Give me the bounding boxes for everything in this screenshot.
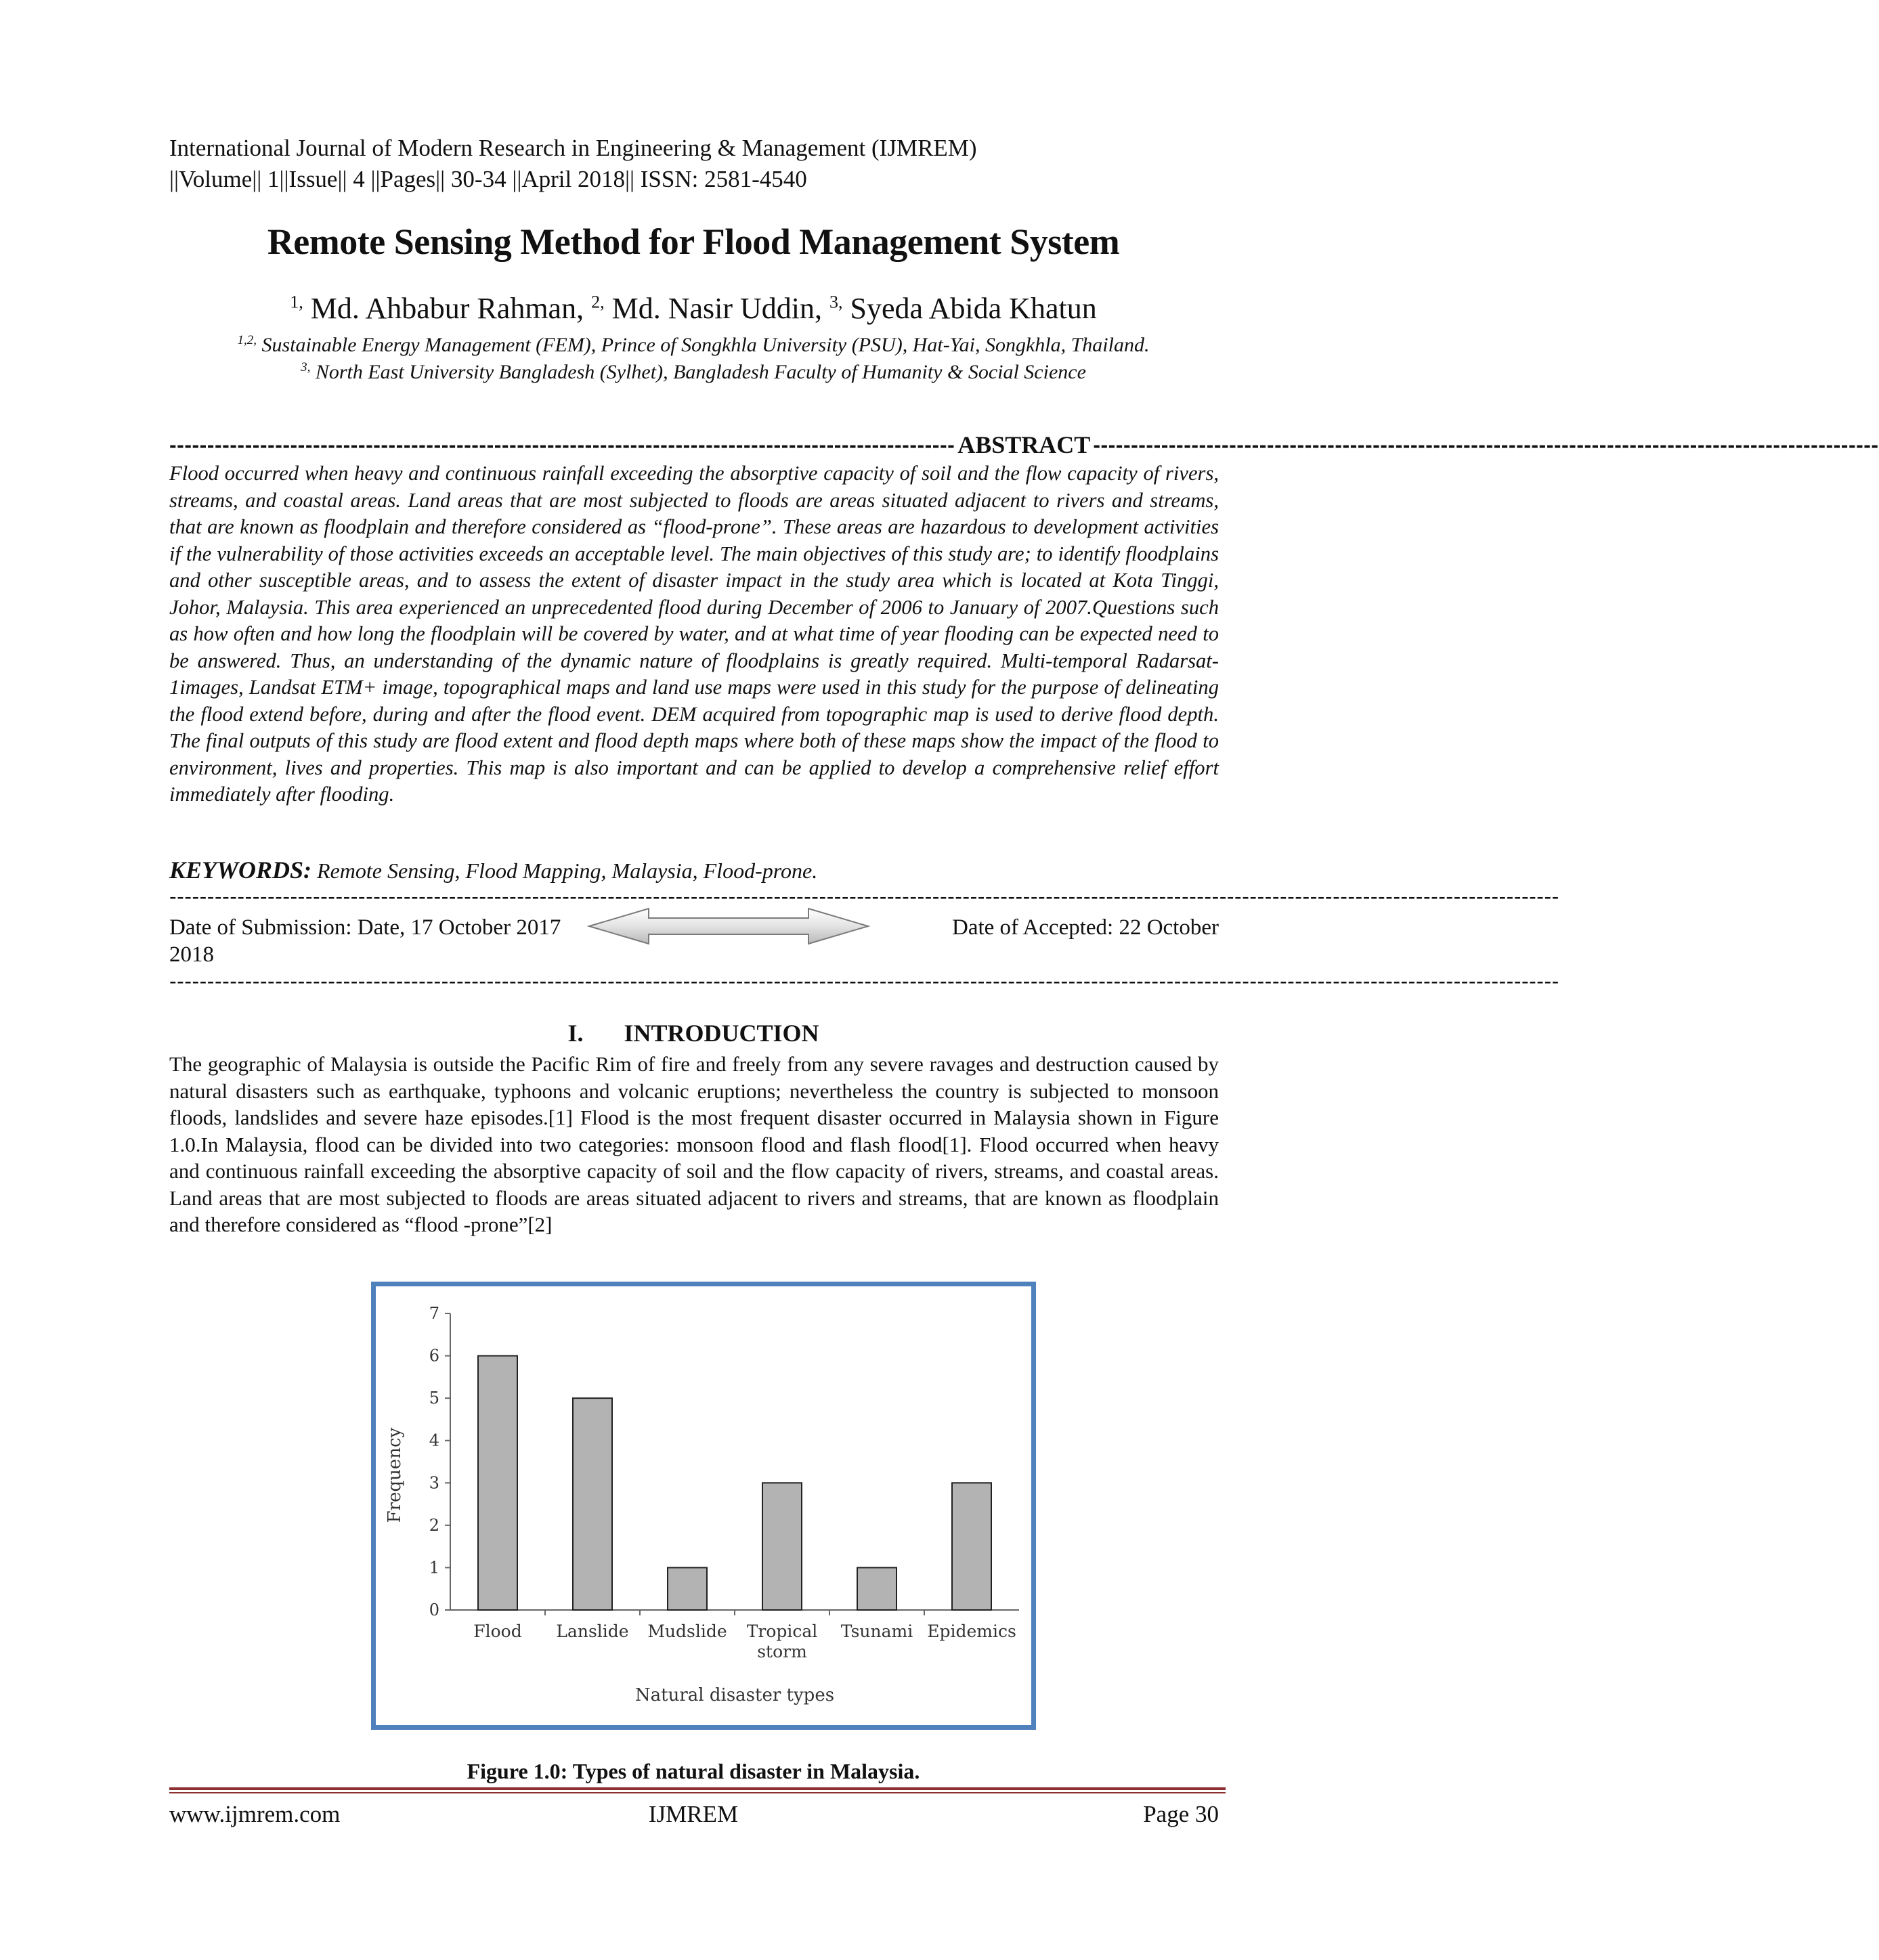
x-tick-label: Epidemics <box>927 1621 1016 1641</box>
footer-rule-thick <box>169 1787 1226 1790</box>
author-1-sup: 1, <box>290 292 303 312</box>
x-tick-label: Mudslide <box>647 1621 727 1641</box>
y-tick-label: 7 <box>429 1304 439 1323</box>
x-tick-label: Tsunami <box>840 1621 913 1641</box>
introduction-heading <box>0 1019 1387 1047</box>
y-tick-label: 4 <box>429 1431 439 1450</box>
y-tick-label: 2 <box>429 1515 439 1535</box>
bar-mudslide <box>668 1567 707 1610</box>
section-title: INTRODUCTION <box>624 1020 819 1047</box>
abstract-heading: ABSTRACT <box>957 431 1091 458</box>
affiliation-1-text: Sustainable Energy Management (FEM), Prince of Songkhla University (PSU), Hat-Yai, Songkhla, Thailand. <box>261 334 1150 356</box>
figure-frame <box>371 1282 1036 1730</box>
footer-journal: IJMREM <box>648 1801 739 1827</box>
y-tick-label: 3 <box>429 1473 439 1493</box>
section-number: I. <box>567 1020 584 1047</box>
bar-flood <box>478 1356 517 1610</box>
journal-header <box>169 133 977 195</box>
affiliation-2-text: North East University Bangladesh (Sylhet), Bangladesh Faculty of Humanity & Social Science <box>315 361 1086 383</box>
paper-title: Remote Sensing Method for Flood Management System <box>267 221 1120 262</box>
affiliation-2 <box>0 360 1387 384</box>
y-tick-label: 0 <box>429 1600 439 1619</box>
author-2-sup: 2, <box>591 292 605 312</box>
affiliation-1 <box>0 333 1387 357</box>
accepted-date: Date of Accepted: 22 October <box>951 915 1219 940</box>
x-tick-label: Lanslide <box>556 1621 629 1641</box>
footer-rule-thin <box>169 1792 1226 1793</box>
abstract-text: Flood occurred when heavy and continuous rainfall exceeding the absorptive capacity of soil and the flow capacity of rivers, streams, and coastal areas. Land areas that are most subjected to floods are areas situated adjacent to rivers and streams, that are known as floodplain and therefore considered as “flood-prone”. These areas are hazardous to development activities if the vulnerability of those activities exceeds an acceptable level. The main objectives of this study are; to identify floodplains and other susceptible areas, and to assess the extent of disaster impact in the study area which is located at Kota Tinggi, Johor, Malaysia. This area experienced an unprecedented flood during December of 2006 to January of 2007.Questions such as how often and how long the floodplain will be covered by water, and at what time of year flooding can be expected need to be answered. Thus, an understanding of the dynamic nature of floodplains is greatly required. Multi-temporal Radarsat-1images, Landsat ETM+ image, topographical maps and land use maps were used in this study for the purpose of delineating the flood extend before, during and after the flood event. DEM acquired from topographic map is used to derive flood depth. The final outputs of this study are flood extent and flood depth maps where both of these maps show the impact of the flood to environment, lives and properties. This map is also important and can be applied to develop a comprehensive relief effort immediately after flooding. <box>169 462 1219 806</box>
affiliation-1-sup: 1,2, <box>237 333 257 347</box>
double-arrow-icon <box>586 906 871 946</box>
keywords-text: Remote Sensing, Flood Mapping, Malaysia, Flood-prone. <box>317 858 818 883</box>
abstract-right-rule: -------------------------------------------------------------------------------------------------------- <box>1093 433 1879 457</box>
author-3-name: Syeda Abida Khatun <box>850 292 1097 325</box>
divider-bottom: ---------------------------------------------------------------------------------------------------------------------------------------------------------------------------------------- <box>169 969 1559 993</box>
x-tick-label: Flood <box>473 1621 522 1641</box>
author-3-sup: 3, <box>829 292 843 312</box>
bar-chart <box>376 1286 1031 1725</box>
submission-date: Date of Submission: Date, 17 October 2017 <box>169 915 561 940</box>
footer-page-number: Page 30 <box>1143 1801 1219 1827</box>
author-list <box>0 291 1387 326</box>
footer-website: www.ijmrem.com <box>169 1801 341 1827</box>
bar-lanslide <box>573 1398 612 1610</box>
y-tick-label: 1 <box>429 1558 439 1577</box>
divider-top: ---------------------------------------------------------------------------------------------------------------------------------------------------------------------------------------- <box>169 884 1559 909</box>
y-tick-label: 6 <box>429 1346 439 1366</box>
keywords <box>169 856 817 884</box>
journal-name: International Journal of Modern Research in Engineering & Management (IJMREM) <box>169 135 977 161</box>
y-tick-label: 5 <box>429 1389 439 1408</box>
bar-tropical-storm <box>762 1483 802 1610</box>
x-axis-label: Natural disaster types <box>634 1685 835 1705</box>
x-tick-label: Tropical <box>746 1621 818 1641</box>
keywords-label: KEYWORDS: <box>169 856 312 884</box>
author-2-name: Md. Nasir Uddin, <box>611 292 823 325</box>
x-tick-label: storm <box>757 1642 807 1661</box>
affiliation-2-sup: 3, <box>301 360 311 374</box>
abstract-heading-row <box>169 431 1879 459</box>
author-1-name: Md. Ahbabur Rahman, <box>310 292 584 325</box>
introduction-text: The geographic of Malaysia is outside the Pacific Rim of fire and freely from any severe ravages and destruction caused by natural disasters such as earthquake, typhoons and volcanic eruptions; nevertheless the country is subjected to monsoon floods, landslides and severe haze episodes.[1] Flood is the most frequent disaster occurred in Malaysia shown in Figure 1.0.In Malaysia, flood can be divided into two categories: monsoon flood and flash flood[1]. Flood occurred when heavy and continuous rainfall exceeding the absorptive capacity of soil and the flow capacity of rivers, streams, and coastal areas. Land areas that are most subjected to floods are areas situated adjacent to rivers and streams, that are known as floodplain and therefore considered as “flood -prone”[2] <box>169 1052 1219 1236</box>
journal-volume-line: ||Volume|| 1||Issue|| 4 ||Pages|| 30-34 ||April 2018|| ISSN: 2581-4540 <box>169 166 807 192</box>
y-axis-label: Frequency <box>385 1427 405 1523</box>
accepted-year: 2018 <box>169 942 214 967</box>
bar-epidemics <box>952 1483 991 1610</box>
figure-caption: Figure 1.0: Types of natural disaster in Malaysia. <box>467 1759 920 1783</box>
abstract-left-rule: -------------------------------------------------------------------------------------------------------- <box>169 433 955 457</box>
bar-tsunami <box>857 1567 897 1610</box>
